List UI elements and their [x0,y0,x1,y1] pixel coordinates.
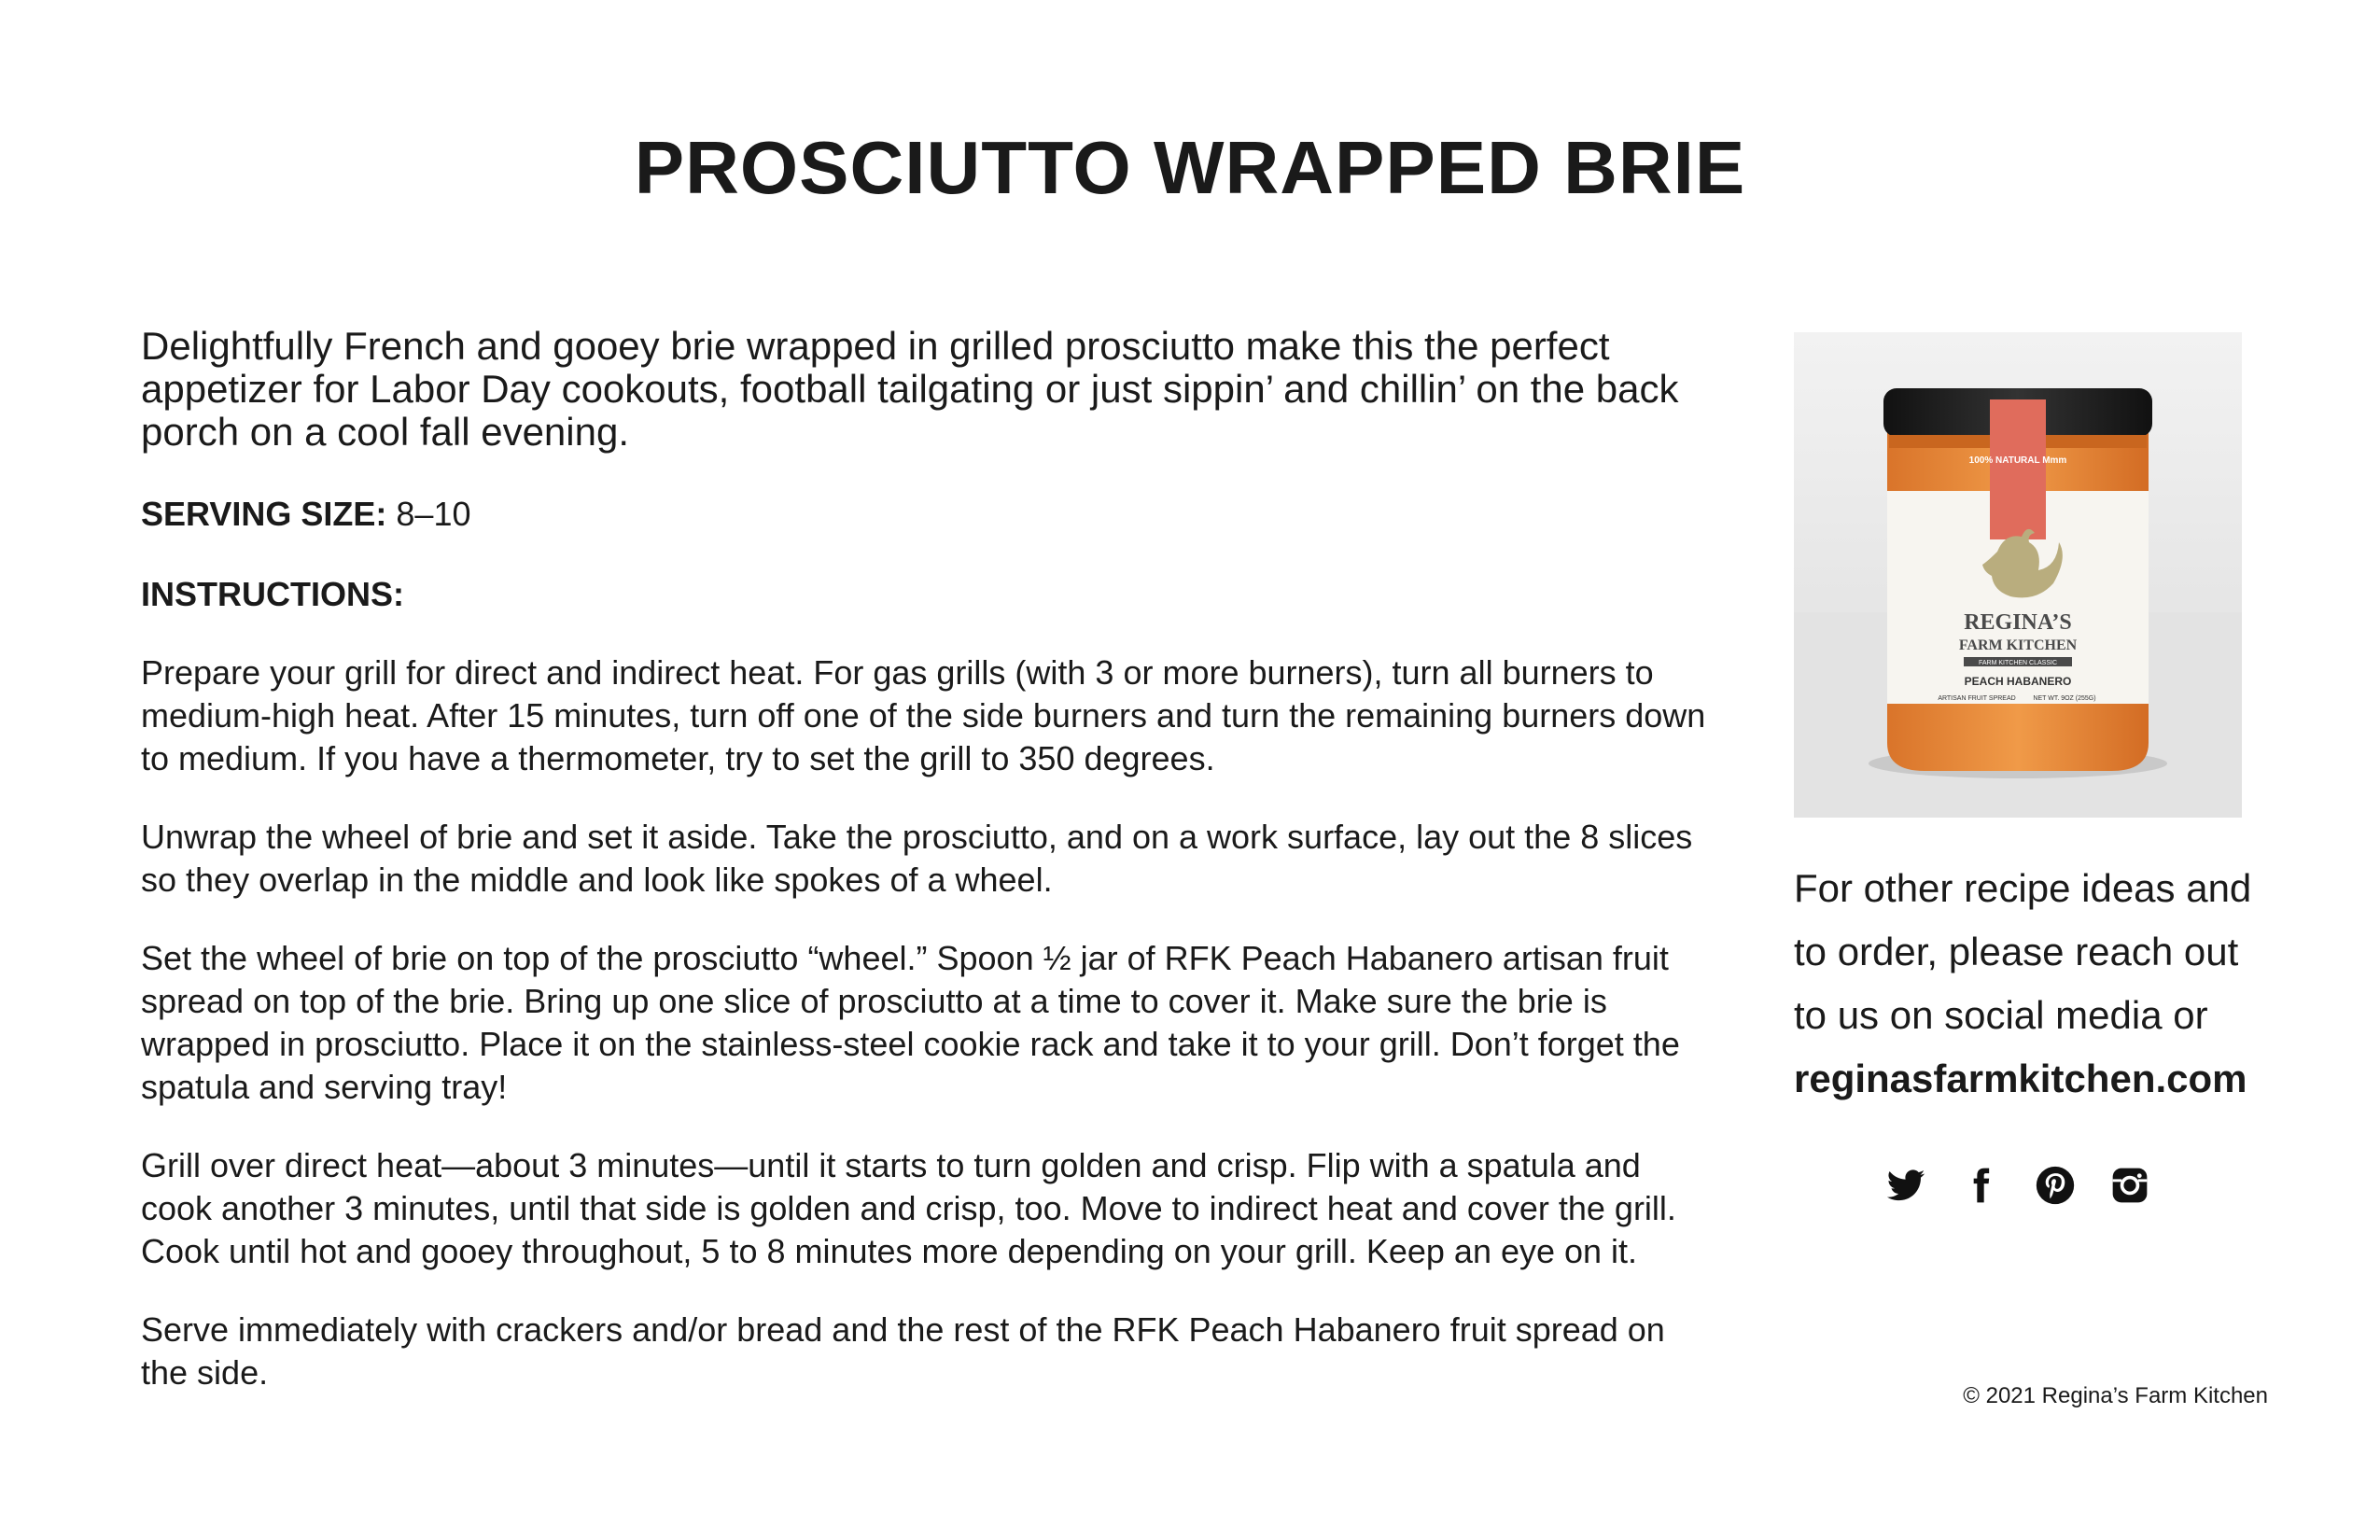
label-badge-text: 100% NATURAL Mmm [1968,455,2067,466]
instagram-icon[interactable] [2109,1165,2150,1206]
instruction-step: Grill over direct heat—about 3 minutes—until it starts to turn golden and crisp. Flip with a spatula and cook another 3 minutes, until that side is golden and crisp, too. Move to indirect heat and cover the grill. Cook until hot and gooey throughout, 5 to 8 minutes more depending on your grill. Keep an eye on it. [141,1146,1676,1270]
label-badge [1990,399,2046,539]
instructions-label: INSTRUCTIONS: [141,575,404,613]
product-photo [1794,332,2242,818]
recipe-intro: Delightfully French and gooey brie wrapped in grilled prosciutto make this the perfect appetizer for Labor Day cookouts, football tailgating or just sippin’ and chillin’ on the back porch on a cool fall evening. [141,324,1679,454]
website-link[interactable]: reginasfarmkitchen.com [1794,1057,2247,1100]
instructions-heading [141,573,1709,616]
copyright: © 2021 Regina’s Farm Kitchen [1963,1383,2268,1408]
serving-size-label: SERVING SIZE: [141,495,387,533]
instruction-step: Set the wheel of brie on top of the prosciutto “wheel.” Spoon ½ jar of RFK Peach Habanero artisan fruit spread on top of the brie. Bring up one slice of prosciutto at a time to cover it. Make sure the brie is wrapped in prosciutto. Place it on the stainless-steel cookie rack and take it to your grill. Don’t forget the spatula and serving tray! [141,939,1680,1106]
instruction-step: Serve immediately with crackers and/or bread and the rest of the RFK Peach Habanero fruit spread on the side. [141,1310,1665,1392]
twitter-icon[interactable] [1885,1165,1926,1206]
recipe-body [141,325,1709,1430]
label-weight: NET WT. 9OZ (255G) [2033,695,2096,702]
serving-size [141,493,1709,536]
instruction-step: Unwrap the wheel of brie and set it aside. Take the prosciutto, and on a work surface, lay out the 8 slices so they overlap in the middle and look like spokes of a wheel. [141,818,1693,899]
label-spread: ARTISAN FRUIT SPREAD [1938,695,2016,702]
label-brand-line2: FARM KITCHEN [1958,637,2078,653]
instruction-step: Prepare your grill for direct and indirect heat. For gas grills (with 3 or more burners), turn all burners to medium-high heat. After 15 minutes, turn off one of the side burners and turn the remaining burners down to medium. If you have a thermometer, try to set the grill to 350 degrees. [141,653,1706,777]
call-to-action [1794,857,2270,1111]
cta-text: For other recipe ideas and to order, please reach out to us on social media or [1794,866,2252,1037]
page-title: PROSCIUTTO WRAPPED BRIE [634,126,1746,209]
serving-size-value: 8–10 [396,495,471,533]
label-ribbon-text: FARM KITCHEN CLASSIC [1978,660,2058,666]
facebook-icon[interactable] [1960,1165,2001,1206]
label-flavor: PEACH HABANERO [1964,675,2072,688]
sidebar [1794,332,2270,1111]
pinterest-icon[interactable] [2035,1165,2076,1206]
social-links [1885,1165,2150,1206]
label-brand-line1: REGINA’S [1964,610,2072,635]
